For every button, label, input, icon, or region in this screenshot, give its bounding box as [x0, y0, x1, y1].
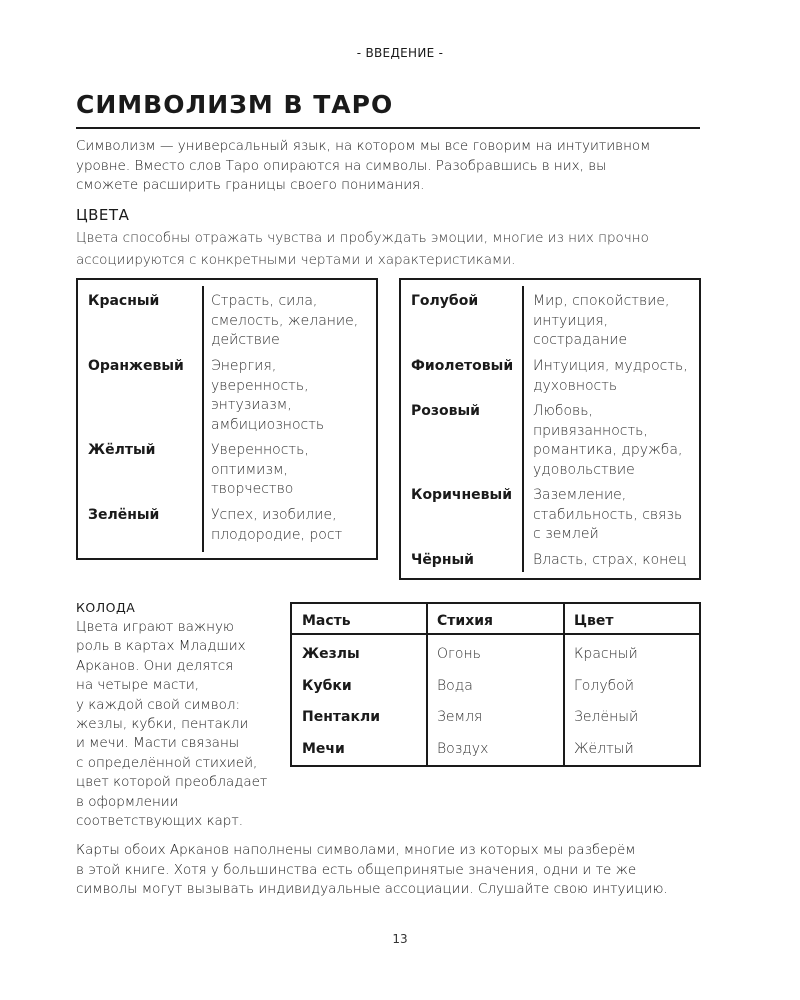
color-meaning: Любовь, привязанность, романтика, дружба, удовольствие — [533, 403, 683, 478]
color-name: Чёрный — [411, 552, 474, 568]
table-column-divider — [563, 604, 565, 765]
page-number: 13 — [392, 932, 408, 946]
colors-description: Цвета способны отражать чувства и пробуждать эмоции, многие из них прочно ассоциируются с конкретными чертами и характеристиками. — [76, 230, 649, 268]
column-header: Стихия — [437, 613, 494, 629]
color-name: Оранжевый — [88, 358, 184, 374]
color-meaning: Успех, изобилие, плодородие, рост — [211, 507, 343, 543]
table-divider — [202, 286, 204, 552]
color-name: Зелёный — [88, 507, 160, 523]
color-meaning: Уверенность, оптимизм, творчество — [211, 442, 309, 497]
suit-cell: Кубки — [302, 678, 352, 694]
color-name: Голубой — [411, 293, 479, 309]
color-cell: Жёлтый — [574, 741, 634, 757]
column-header: Цвет — [574, 613, 614, 629]
colors-heading: ЦВЕТА — [76, 206, 130, 224]
color-meaning: Мир, спокойствие, интуиция, сострадание — [533, 293, 670, 348]
column-header: Масть — [302, 613, 351, 629]
element-cell: Воздух — [437, 741, 489, 757]
suits-table — [290, 602, 701, 767]
suit-cell: Пентакли — [302, 709, 381, 725]
suit-cell: Мечи — [302, 741, 345, 757]
color-cell: Зелёный — [574, 709, 639, 725]
color-name: Коричневый — [411, 487, 513, 503]
table-header-divider — [292, 633, 699, 635]
deck-heading: КОЛОДА — [76, 600, 136, 615]
deck-description: Цвета играют важную роль в картах Младших Арканов. Они делятся на четыре масти, у каждой свой символ: жезлы, кубки, пентакли и мечи. Масти связаны с определённой стихией, цвет которой преобладает в оформлении соответствующих карт. — [76, 619, 268, 830]
color-meaning: Энергия, уверенность, энтузиазм, амбициозность — [211, 358, 325, 433]
table-divider — [522, 286, 524, 572]
running-head: - ВВЕДЕНИЕ - — [356, 46, 444, 60]
colors-table-left — [76, 278, 378, 560]
color-name: Фиолетовый — [411, 358, 514, 374]
color-cell: Голубой — [574, 678, 634, 694]
element-cell: Земля — [437, 709, 483, 725]
suit-cell: Жезлы — [302, 646, 360, 662]
element-cell: Огонь — [437, 646, 481, 662]
color-meaning: Заземление, стабильность, связь с землей — [533, 487, 683, 542]
colors-table-right — [399, 278, 701, 580]
color-meaning: Страсть, сила, смелость, желание, действие — [211, 293, 359, 348]
color-name: Розовый — [411, 403, 480, 419]
color-cell: Красный — [574, 646, 638, 662]
color-name: Жёлтый — [88, 442, 156, 458]
color-name: Красный — [88, 293, 160, 309]
color-meaning: Власть, страх, конец — [533, 552, 687, 568]
page-title: СИМВОЛИЗМ В ТАРО — [76, 90, 394, 119]
title-divider — [76, 127, 700, 129]
color-meaning: Интуиция, мудрость, духовность — [533, 358, 688, 394]
closing-paragraph: Карты обоих Арканов наполнены символами, многие из которых мы разберём в этой книге. Хотя у большинства есть общепринятые значения, одни и те же символы могут вызывать индивидуальные ассоциации. Слушайте свою интуицию. — [76, 842, 668, 897]
intro-paragraph: Символизм — универсальный язык, на котором мы все говорим на интуитивном уровне. Вместо слов Таро опираются на символы. Разобравшись в них, вы сможете расширить границы своего понимания. — [76, 138, 651, 193]
table-column-divider — [426, 604, 428, 765]
element-cell: Вода — [437, 678, 473, 694]
